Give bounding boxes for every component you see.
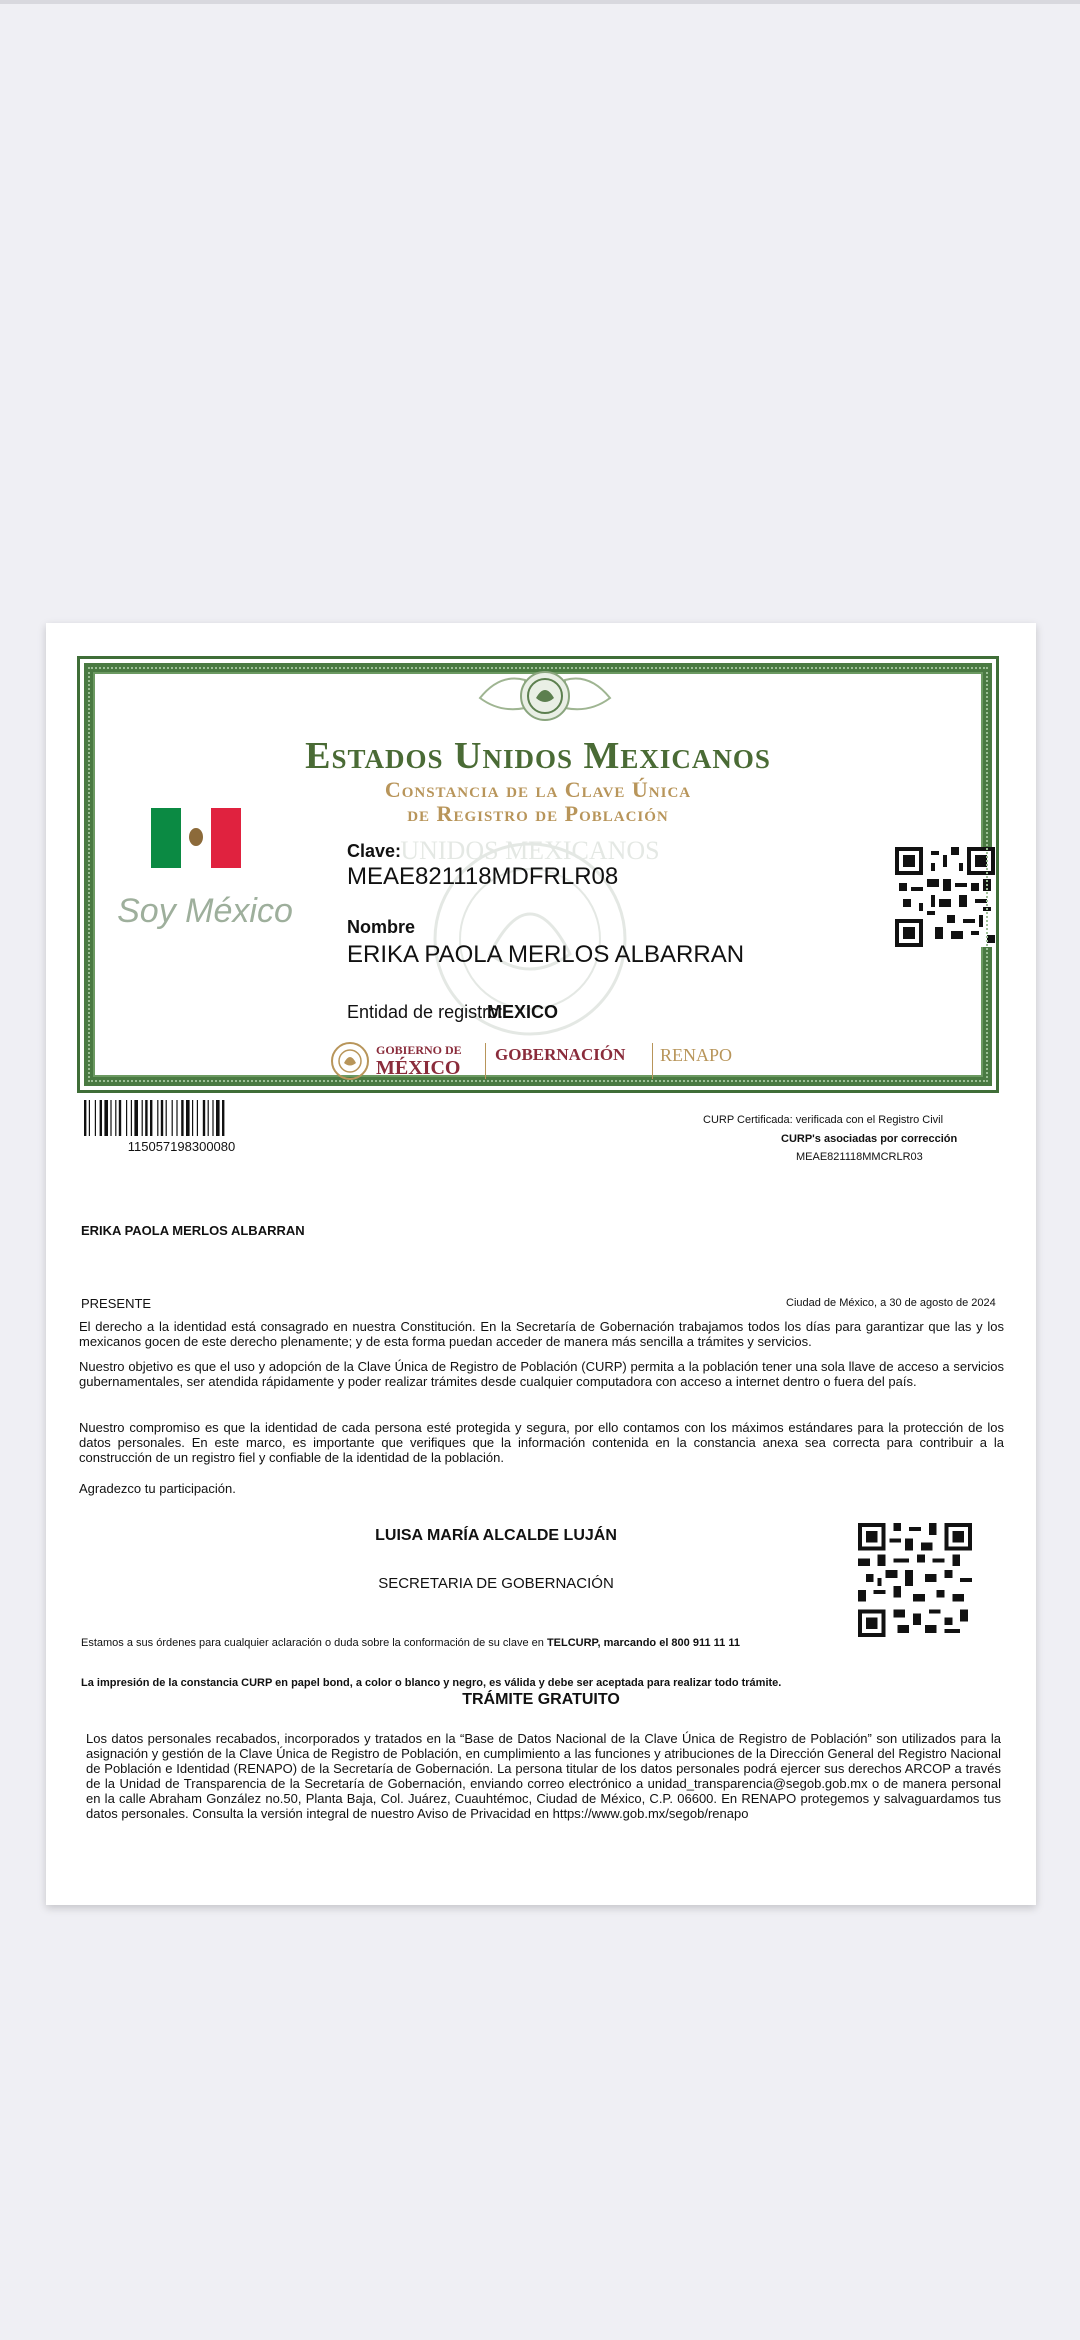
curp-certified-text: CURP Certificada: verificada con el Registro Civil: [703, 1114, 944, 1126]
status-bar: [0, 0, 1080, 4]
curp-associated-label: CURP's asociadas por corrección: [781, 1133, 958, 1145]
barcode-number: 115057198300080: [127, 1139, 236, 1154]
soy-mexico-brand: Soy México: [117, 892, 293, 930]
presente-label: PRESENTE: [81, 1296, 152, 1311]
curp-certificate: [77, 656, 999, 1093]
contact-prefix: Estamos a sus órdenes para cualquier aclaración o duda sobre la conformación de su clave en: [81, 1637, 547, 1649]
gobierno-seal-icon: [330, 1041, 370, 1081]
logo-gobierno-line2: MÉXICO: [376, 1057, 461, 1079]
privacy-notice: Los datos personales recabados, incorporados y tratados en la “Base de Datos Nacional de la Clave Única de Registro de Población” son utilizados para la asignación y gestión de la Clave Única de Registro de Población, en cumplimiento a las funciones y atribuciones de la Dirección General del Registro Nacional de Población e Identidad (RENAPO) de la Secretaría de Gobernación. La persona titular de los datos personales podrá ejercer sus derechos ARCOP a través de la Unidad de Transparencia de la Secretaría de Gobernación, enviando correo electrónico a unidad_transparencia@segob.gob.mx o de manera personal en la calle Abraham González no.50, Planta Baja, Col. Juárez, Cuauhtémoc, Ciudad de México, C.P. 06600. En RENAPO protegemos y salvaguardamos tus datos personales. Consulta la versión integral de nuestro Aviso de Privacidad en https://www.gob.mx/segob/renapo: [86, 1731, 1001, 1821]
certificate-border: [84, 663, 992, 1086]
government-logos: [330, 1039, 750, 1083]
entidad-label: Entidad de registro:: [347, 1002, 504, 1022]
contact-phone: TELCURP, marcando el 800 911 11 11: [546, 1637, 740, 1649]
certificate-subtitle-1: Constancia de la Clave Única: [384, 777, 692, 802]
nombre-value: ERIKA PAOLA MERLOS ALBARRAN: [347, 941, 745, 968]
barcode: [84, 1100, 279, 1136]
letter-qr-code: [858, 1523, 972, 1637]
contact-text: [81, 1637, 740, 1649]
certificate-qr-code: [895, 847, 995, 947]
place-date: Ciudad de México, a 30 de agosto de 2024: [786, 1297, 996, 1309]
curp-associated-value: MEAE821118MMCRLR03: [796, 1151, 923, 1163]
logo-gobierno-line1: GOBIERNO DE: [376, 1043, 462, 1057]
paragraph-1: El derecho a la identidad está consagrado en nuestra Constitución. En la Secretaría de Gobernación trabajamos todos los días para garantizar que las y los mexicanos gocen de este derecho plenamente; y de esta forma puedan acceder de manera más sencilla a trámites y servicios.: [79, 1319, 1004, 1349]
signer-title: SECRETARIA DE GOBERNACIÓN: [378, 1575, 614, 1592]
certificate-title: Estados Unidos Mexicanos: [305, 735, 771, 777]
svg-text:UNIDOS MEXICANOS: UNIDOS MEXICANOS: [400, 836, 660, 865]
mexico-flag-icon: [151, 808, 241, 868]
entidad-value: MEXICO: [487, 1002, 559, 1022]
signer-name: LUISA MARÍA ALCALDE LUJÁN: [375, 1527, 617, 1544]
nombre-label: Nombre: [347, 917, 416, 937]
thanks-text: Agradezco tu participación.: [79, 1481, 236, 1496]
paragraph-3: Nuestro compromiso es que la identidad de cada persona esté protegida y segura, por ello contamos con los máximos estándares para la protección de los datos personales. En este marco, es importante que verifiques que la información contenida en la constancia anexa sea correcta para contribuir a la construcción de un registro fiel y confiable de la identidad de la población.: [79, 1420, 1004, 1465]
free-procedure-label: TRÁMITE GRATUITO: [462, 1691, 620, 1708]
clave-label: Clave:: [347, 841, 402, 861]
document-page: [46, 623, 1036, 1905]
logo-renapo: RENAPO: [660, 1045, 733, 1065]
logo-gobernacion: GOBERNACIÓN: [495, 1045, 626, 1064]
national-crest-icon: [470, 668, 620, 726]
recipient-name: ERIKA PAOLA MERLOS ALBARRAN: [81, 1223, 305, 1238]
print-note: La impresión de la constancia CURP en papel bond, a color o blanco y negro, es válida y debe ser aceptada para realizar todo trámite.: [81, 1677, 782, 1689]
certificate-subtitle-2: de Registro de Población: [407, 801, 669, 826]
clave-value: MEAE821118MDFRLR08: [347, 863, 619, 890]
paragraph-2: Nuestro objetivo es que el uso y adopción de la Clave Única de Registro de Población (CURP) permita a la población tener una sola llave de acceso a servicios gubernamentales, ser atendida rápidamente y poder realizar trámites desde cualquier computadora con acceso a internet dentro o fuera del país.: [79, 1359, 1004, 1389]
certificate-body: [93, 672, 983, 1077]
